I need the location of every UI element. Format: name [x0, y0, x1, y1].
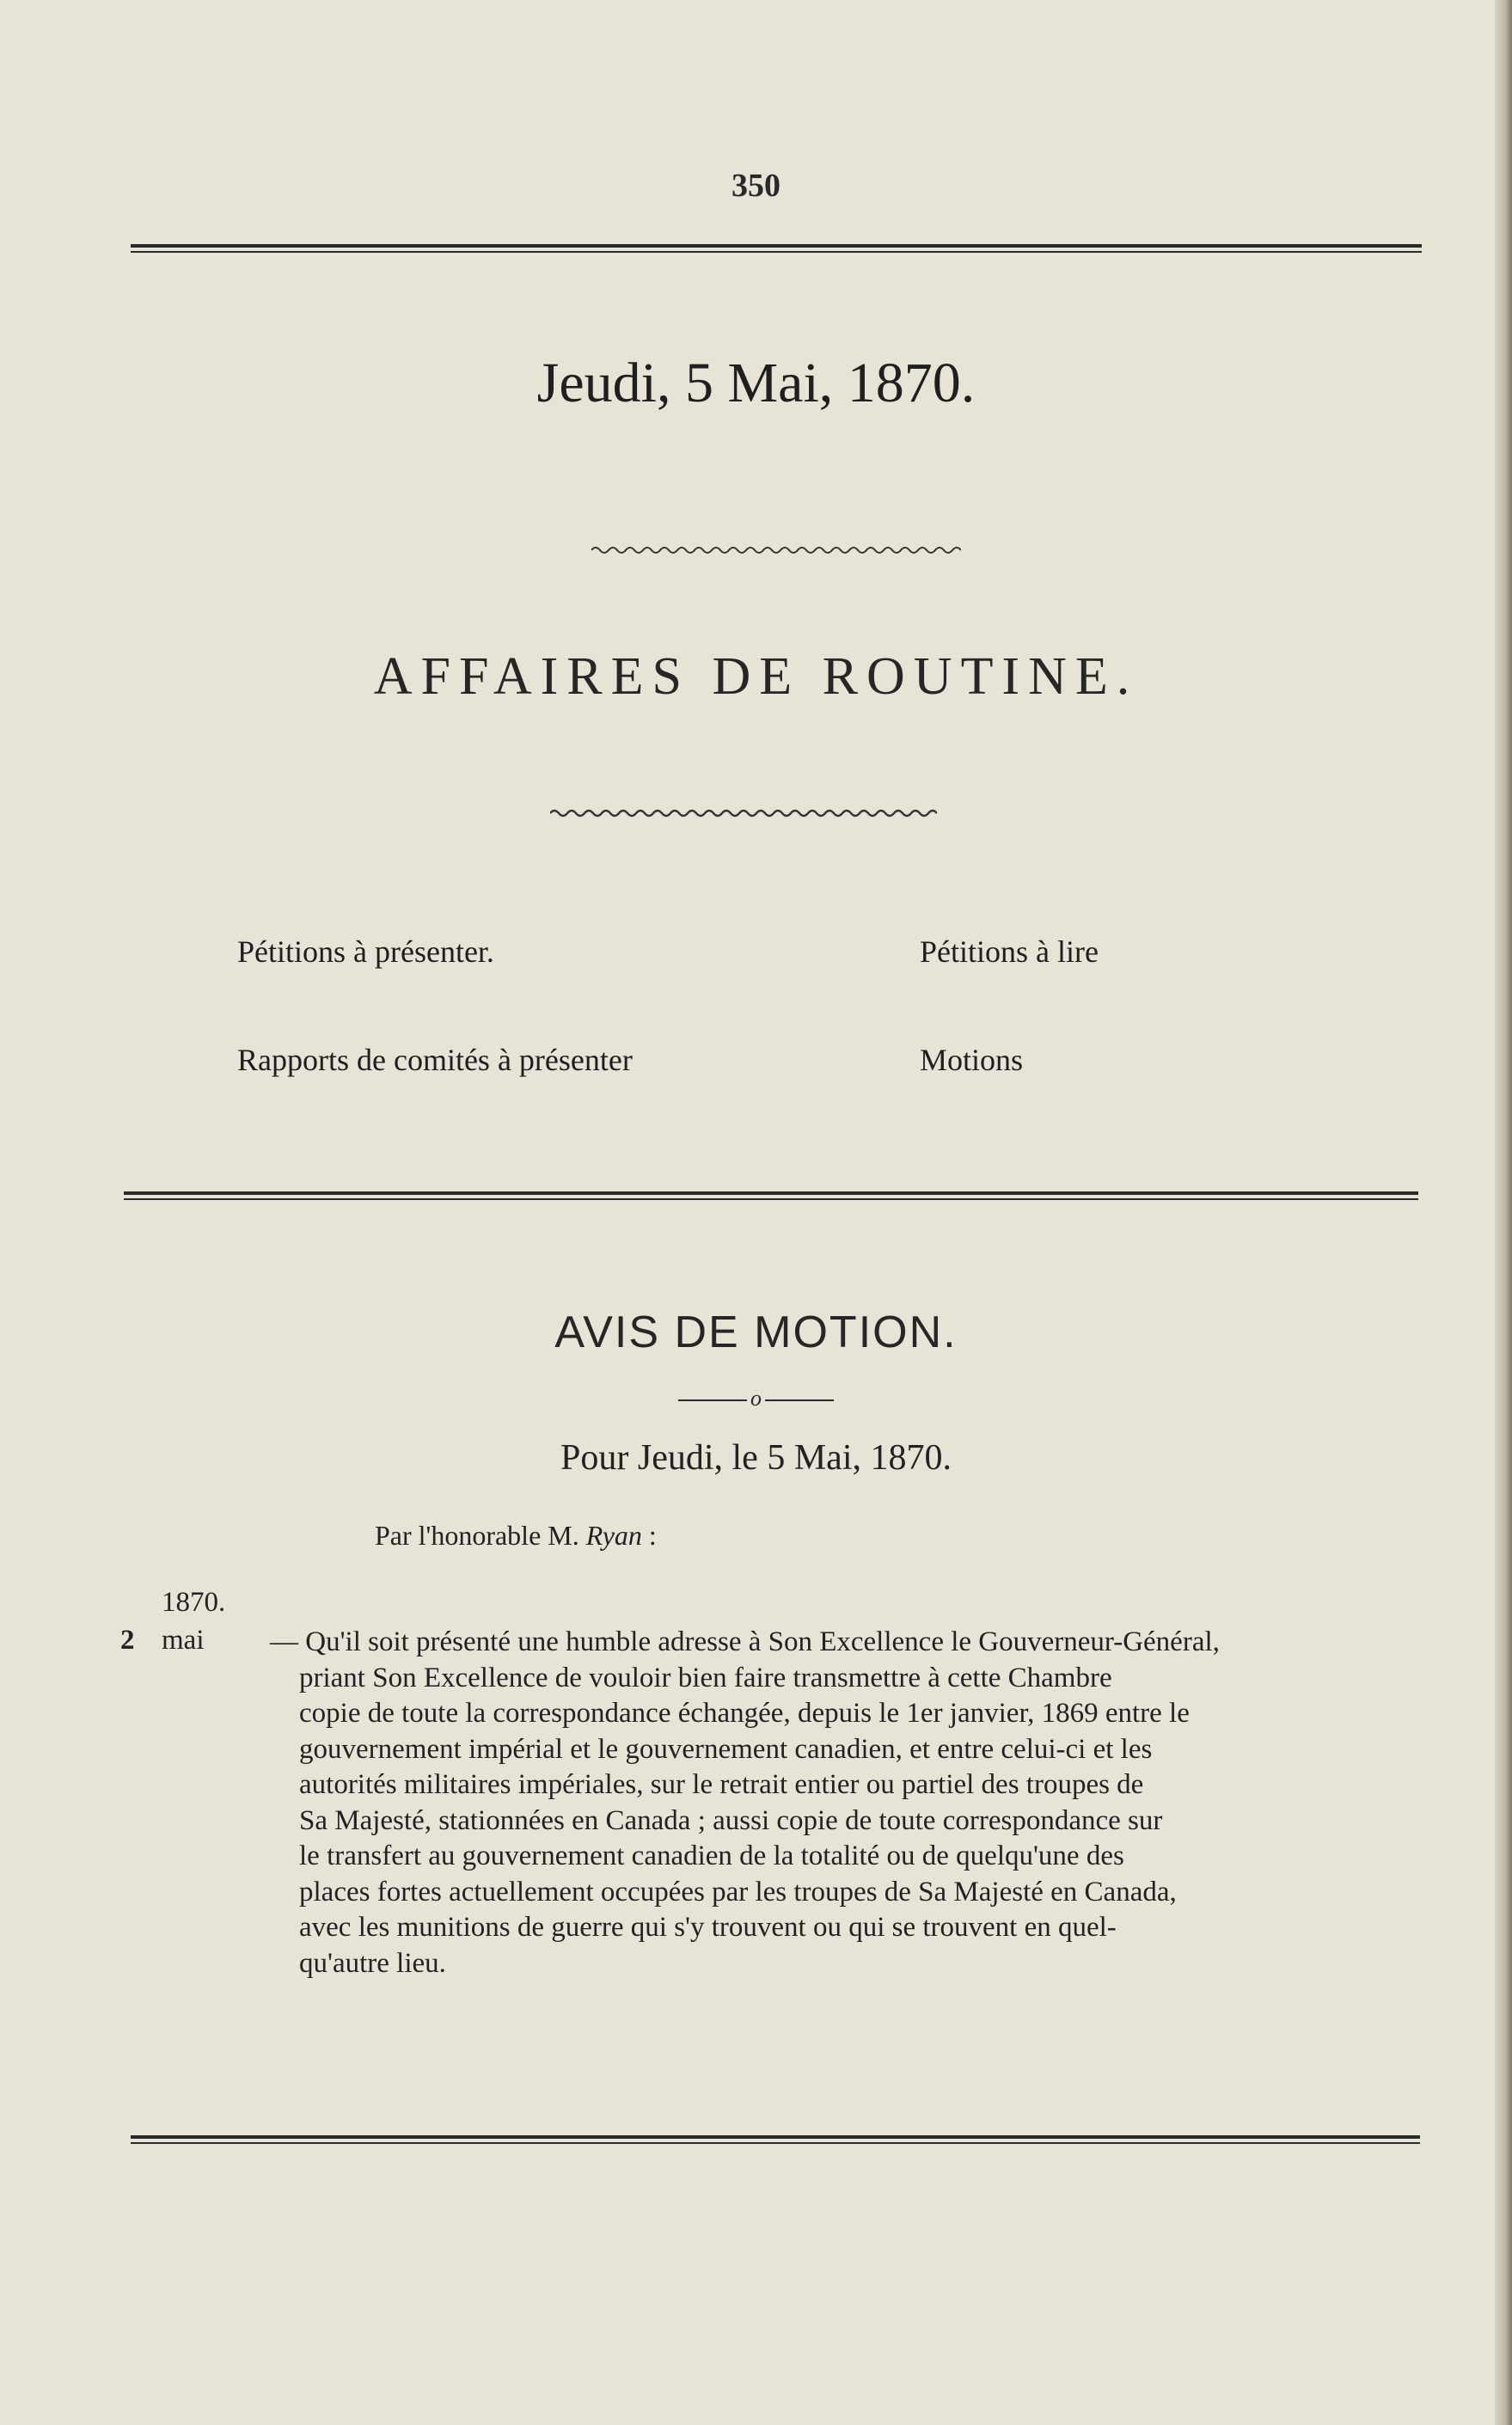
notice-number: 2: [120, 1625, 135, 1656]
notice-line: autorités militaires impériales, sur le retrait entier ou partiel des troupes de: [299, 1769, 1144, 1800]
notice-line: le transfert au gouvernement canadien de la totalité ou de quelqu'une des: [299, 1840, 1124, 1871]
notice-line: qu'autre lieu.: [299, 1947, 446, 1979]
order-item-petitions-lire: Pétitions à lire: [920, 934, 1099, 969]
order-item-rapports: Rapports de comités à présenter: [237, 1043, 633, 1077]
order-item-motions: Motions: [920, 1043, 1024, 1077]
notice-line: Sa Majesté, stationnées en Canada ; aussi copie de toute correspondance sur: [299, 1804, 1163, 1836]
avis-heading: AVIS DE MOTION.: [554, 1307, 958, 1357]
middle-double-rule: [124, 1191, 1418, 1200]
section-heading: AFFAIRES DE ROUTINE.: [373, 647, 1139, 706]
bottom-double-rule: [131, 2135, 1420, 2144]
top-double-rule: [131, 244, 1422, 253]
o-separator: [0, 1386, 1512, 1412]
notice-line: — Qu'il soit présenté une humble adresse à Son Excellence le Gouverneur-Général,: [270, 1626, 1220, 1657]
mover-name: Ryan: [585, 1520, 642, 1551]
notice-line: priant Son Excellence de vouloir bien faire transmettre à cette Chambre: [299, 1662, 1112, 1693]
wavy-divider-top: [591, 543, 961, 557]
notice-body: [270, 1625, 1427, 1981]
notice-line: avec les munitions de guerre qui s'y trouvent ou qui se trouvent en quel-: [299, 1912, 1117, 1943]
notice-line: places fortes actuellement occupées par les troupes de Sa Majesté en Canada,: [299, 1876, 1177, 1908]
mover-line: [375, 1520, 657, 1552]
page-number: 350: [732, 168, 780, 204]
wavy-divider-bottom: [550, 806, 937, 820]
pour-heading: Pour Jeudi, le 5 Mai, 1870.: [560, 1438, 952, 1478]
notice-line: copie de toute la correspondance échangée, depuis le 1er janvier, 1869 entre le: [299, 1698, 1190, 1729]
order-item-petitions-presenter: Pétitions à présenter.: [237, 934, 494, 969]
separator-letter: o: [750, 1386, 762, 1411]
notice-year: 1870.: [162, 1587, 226, 1618]
notice-line: gouvernement impérial et le gouvernement canadien, et entre celui-ci et les: [299, 1733, 1153, 1765]
notice-day: mai: [162, 1625, 205, 1656]
mover-prefix: Par l'honorable M.: [375, 1520, 579, 1551]
date-heading: Jeudi, 5 Mai, 1870.: [536, 352, 976, 414]
mover-suffix: :: [641, 1520, 657, 1551]
